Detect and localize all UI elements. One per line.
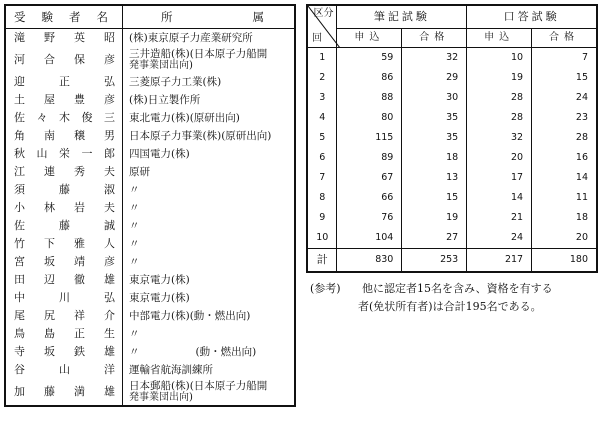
examinee-row	[5, 343, 295, 361]
cell-oral-passed: 11	[575, 192, 588, 203]
examinee-affiliation	[123, 29, 296, 48]
results-group-header	[307, 5, 597, 29]
cell-written-applied: 76	[337, 208, 402, 228]
examinee-row	[5, 163, 295, 181]
examinee-name: 尾尻祥介	[5, 307, 123, 325]
session-number: 1	[307, 48, 337, 69]
examinee-affiliation	[123, 361, 296, 379]
examinee-row	[5, 271, 295, 289]
affiliation-line: 〃	[129, 328, 140, 340]
cell-oral-passed: 24	[575, 92, 588, 103]
results-table-body	[307, 48, 597, 249]
examinee-affiliation	[123, 109, 296, 127]
sub-written-applied: 申込	[337, 29, 402, 48]
header-name: 受験者名	[5, 5, 123, 29]
examinee-name: 田辺徹雄	[5, 271, 123, 289]
cell-written-passed: 29	[402, 68, 467, 88]
results-row	[307, 148, 597, 168]
reference-note	[310, 280, 596, 316]
corner-top-label: 区分	[313, 8, 334, 19]
affiliation-line: 東北電力(株)(原研出向)	[129, 112, 240, 124]
results-row	[307, 208, 597, 228]
affiliation-line: 〃	[129, 220, 140, 232]
note-text-1: 他に認定者15名を含み、資格を有する	[362, 282, 553, 295]
examinee-affiliation	[123, 235, 296, 253]
examinee-row	[5, 109, 295, 127]
examinee-name: 鳥島正生	[5, 325, 123, 343]
affiliation-line: 〃	[129, 346, 140, 358]
examinee-name: 佐々木俊三	[5, 109, 123, 127]
total-written-passed: 253	[402, 249, 467, 273]
examinee-name: 小林岩夫	[5, 199, 123, 217]
examinee-row	[5, 361, 295, 379]
cell-oral-applied: 19	[467, 68, 532, 88]
results-row	[307, 68, 597, 88]
affiliation-line: 〃	[129, 202, 140, 214]
session-number: 8	[307, 188, 337, 208]
cell-oral-applied: 28	[467, 88, 532, 108]
examinee-affiliation	[123, 127, 296, 145]
affiliation-line: (株)東京原子力産業研究所	[129, 32, 253, 44]
cell-oral-applied: 24	[467, 228, 532, 249]
affiliation-line: 三井造船(株)(日本原子力船開	[129, 48, 268, 60]
affiliation-line: 中部電力(株)(動・燃出向)	[129, 310, 251, 322]
affiliation-line: 〃	[129, 256, 140, 268]
results-sub-header	[307, 29, 597, 48]
header-affiliation: 所属	[123, 5, 296, 29]
examinee-name: 宮坂靖彦	[5, 253, 123, 271]
corner-bottom-label: 回	[312, 33, 322, 44]
results-row	[307, 48, 597, 69]
session-number: 9	[307, 208, 337, 228]
sub-oral-applied: 申込	[467, 29, 532, 48]
examinee-affiliation	[123, 271, 296, 289]
cell-oral-applied: 21	[467, 208, 532, 228]
examinee-name: 江連秀夫	[5, 163, 123, 181]
examinee-name: 谷山洋	[5, 361, 123, 379]
examinee-affiliation	[123, 217, 296, 235]
examinee-name: 土屋豊彦	[5, 91, 123, 109]
examinee-row	[5, 47, 295, 73]
session-number: 2	[307, 68, 337, 88]
examinee-row	[5, 235, 295, 253]
cell-written-applied: 89	[337, 148, 402, 168]
examinee-affiliation	[123, 307, 296, 325]
cell-written-passed: 35	[402, 128, 467, 148]
examinee-row	[5, 253, 295, 271]
examinee-affiliation	[123, 47, 296, 73]
results-row	[307, 168, 597, 188]
cell-oral-passed: 18	[575, 212, 588, 223]
affiliation-line: 発事業団出向)	[129, 60, 193, 71]
cell-written-passed: 13	[402, 168, 467, 188]
cell-written-applied: 115	[337, 128, 402, 148]
exam-results-table	[306, 4, 598, 273]
results-row	[307, 188, 597, 208]
results-row	[307, 88, 597, 108]
affiliation-line: 〃	[129, 184, 140, 196]
cell-oral-applied: 20	[467, 148, 532, 168]
note-line-1	[310, 280, 596, 298]
cell-oral-applied: 17	[467, 168, 532, 188]
total-written-applied: 830	[337, 249, 402, 273]
examinee-name: 河合保彦	[5, 47, 123, 73]
examinee-name: 佐藤誠	[5, 217, 123, 235]
examinee-row	[5, 325, 295, 343]
affiliation-line: 原研	[129, 166, 150, 178]
examinee-row	[5, 91, 295, 109]
cell-oral-applied: 28	[467, 108, 532, 128]
note-line-2: 者(免状所有者)は合計195名である。	[358, 300, 542, 313]
group-written-exam: 筆記試験	[337, 5, 467, 29]
examinee-name: 寺坂鉄雄	[5, 343, 123, 361]
cell-oral-passed: 28	[575, 132, 588, 143]
cell-written-applied: 66	[337, 188, 402, 208]
cell-oral-passed: 14	[575, 172, 588, 183]
examinee-row	[5, 199, 295, 217]
session-number: 3	[307, 88, 337, 108]
session-number: 5	[307, 128, 337, 148]
examinee-affiliation	[123, 181, 296, 199]
examinee-row	[5, 29, 295, 48]
total-label: 計	[307, 249, 337, 273]
examinee-affiliation	[123, 325, 296, 343]
results-row	[307, 228, 597, 249]
group-oral-exam: 口答試験	[467, 5, 597, 29]
examinee-name: 中川弘	[5, 289, 123, 307]
examinee-row	[5, 307, 295, 325]
examinee-row	[5, 73, 295, 91]
examinee-row	[5, 289, 295, 307]
affiliation-line: 発事業団出向)	[129, 392, 193, 403]
examinee-name: 秋山栄一郎	[5, 145, 123, 163]
examinee-name: 竹下雅人	[5, 235, 123, 253]
note-label: (参考)	[310, 282, 341, 295]
affiliation-line: 四国電力(株)	[129, 148, 190, 160]
examinee-name: 滝野英昭	[5, 29, 123, 48]
examinee-affiliation	[123, 91, 296, 109]
examinee-affiliation	[123, 199, 296, 217]
affiliation-line: 日本郵船(株)(日本原子力船開	[129, 380, 268, 392]
cell-written-passed: 32	[402, 48, 467, 69]
examinee-name: 加藤満雄	[5, 379, 123, 406]
results-row	[307, 128, 597, 148]
affiliation-line: (株)日立製作所	[129, 94, 201, 106]
cell-oral-passed: 23	[575, 112, 588, 123]
affiliation-line: 三菱原子力工業(株)	[129, 76, 222, 88]
examinee-name: 角南穣男	[5, 127, 123, 145]
examinee-row	[5, 379, 295, 406]
examinee-table-header	[5, 5, 295, 29]
cell-oral-passed: 7	[581, 52, 588, 63]
session-number: 10	[307, 228, 337, 249]
sub-oral-passed: 合格	[532, 29, 597, 48]
sub-written-passed: 合格	[402, 29, 467, 48]
total-oral-passed: 180	[532, 249, 597, 273]
affiliation-line: 運輸省航海訓練所	[129, 364, 213, 376]
cell-oral-passed: 16	[575, 152, 588, 163]
cell-written-applied: 59	[337, 48, 402, 69]
examinee-row	[5, 127, 295, 145]
affiliation-line: 〃	[129, 238, 140, 250]
results-row	[307, 108, 597, 128]
examinee-table	[4, 4, 296, 407]
cell-written-applied: 80	[337, 108, 402, 128]
results-total-row	[307, 249, 597, 273]
examinee-affiliation	[123, 145, 296, 163]
session-number: 6	[307, 148, 337, 168]
examinee-row	[5, 217, 295, 235]
cell-written-applied: 88	[337, 88, 402, 108]
cell-oral-passed: 20	[575, 232, 588, 243]
cell-written-applied: 86	[337, 68, 402, 88]
cell-written-passed: 18	[402, 148, 467, 168]
examinee-name: 須藤淑	[5, 181, 123, 199]
cell-oral-passed: 15	[575, 72, 588, 83]
cell-written-passed: 19	[402, 208, 467, 228]
session-number: 7	[307, 168, 337, 188]
examinee-row	[5, 145, 295, 163]
examinee-affiliation	[123, 73, 296, 91]
affiliation-line: 日本原子力事業(株)(原研出向)	[129, 130, 272, 142]
examinee-name: 迎正弘	[5, 73, 123, 91]
cell-written-applied: 104	[337, 228, 402, 249]
cell-oral-applied: 14	[467, 188, 532, 208]
cell-written-applied: 67	[337, 168, 402, 188]
examinee-affiliation	[123, 379, 296, 406]
total-oral-applied: 217	[467, 249, 532, 273]
corner-cell	[307, 5, 337, 48]
examinee-affiliation	[123, 253, 296, 271]
examinee-affiliation	[123, 163, 296, 181]
affiliation-line: 東京電力(株)	[129, 274, 190, 286]
affiliation-line: 東京電力(株)	[129, 292, 190, 304]
examinee-affiliation	[123, 343, 296, 361]
cell-oral-applied: 10	[467, 48, 532, 69]
cell-oral-applied: 32	[467, 128, 532, 148]
cell-written-passed: 27	[402, 228, 467, 249]
examinee-row	[5, 181, 295, 199]
affiliation-note: (動・燃出向)	[195, 346, 257, 358]
examinee-table-body	[5, 29, 295, 407]
examinee-affiliation	[123, 289, 296, 307]
cell-written-passed: 15	[402, 188, 467, 208]
cell-written-passed: 35	[402, 108, 467, 128]
cell-written-passed: 30	[402, 88, 467, 108]
session-number: 4	[307, 108, 337, 128]
